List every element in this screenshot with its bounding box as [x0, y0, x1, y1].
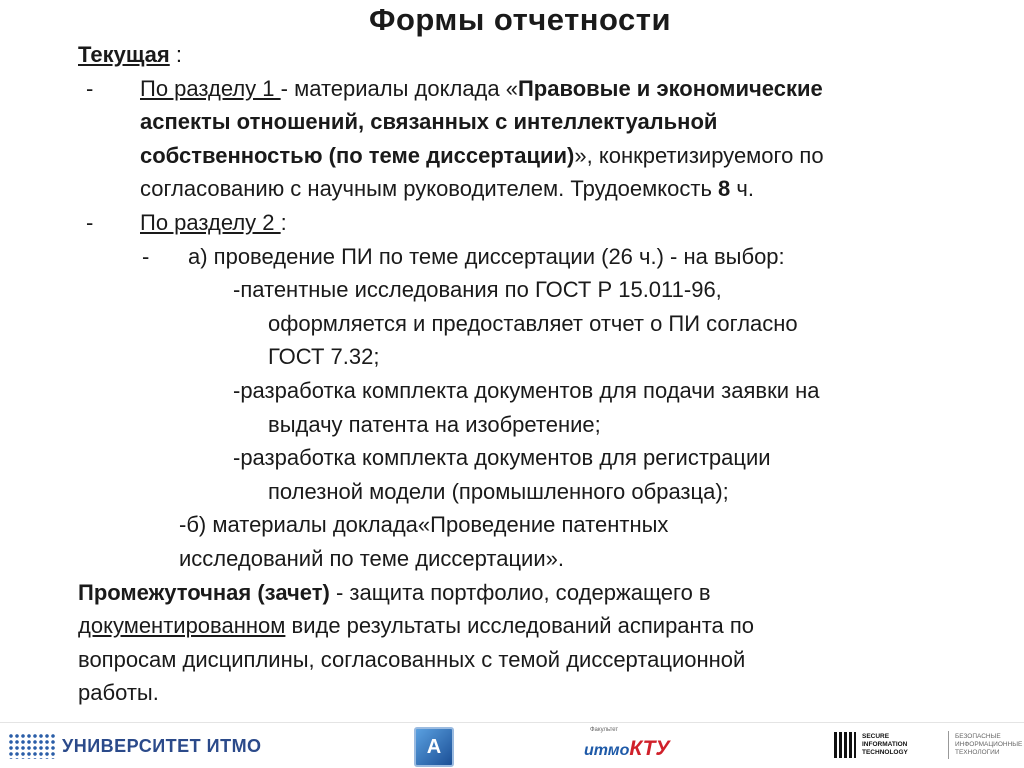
sit-line: TECHNOLOGY — [862, 749, 908, 756]
text-bold: 8 — [718, 176, 731, 202]
current-label: Текущая — [78, 42, 170, 67]
current-label-suffix: : — [169, 42, 182, 67]
slide-body — [78, 38, 998, 710]
itmo-logo-text: УНИВЕРСИТЕТ ИТМО — [62, 735, 262, 756]
ktu-logo — [584, 727, 668, 763]
text-bold: Правовые и экономические — [517, 75, 823, 101]
option-line: -разработка комплекта документов для подачи заявки на — [233, 377, 820, 403]
text-segment: - защита портфолио, содержащего в — [329, 579, 711, 605]
logo-footer — [0, 722, 1024, 768]
section1-line — [78, 172, 998, 206]
text-bold: собственностью (по теме диссертации) — [140, 142, 575, 168]
sit-line: ИНФОРМАЦИОННЫЕ — [955, 741, 1023, 748]
item-b-line: исследований по теме диссертации». — [179, 545, 564, 571]
intermediate-line — [78, 609, 998, 643]
current-heading — [78, 38, 998, 72]
option-line: оформляется и предоставляет отчет о ПИ согласно — [268, 310, 798, 336]
section2-line — [78, 206, 998, 240]
ktu-logo-text — [584, 737, 670, 761]
option-line: ГОСТ 7.32; — [268, 344, 380, 370]
text-segment: », конкретизируемого по — [574, 142, 824, 168]
section1-label: По разделу 1 — [140, 75, 281, 101]
text-underlined: документированном — [78, 613, 286, 639]
section1-line — [78, 139, 998, 173]
text-segment: ч. — [730, 176, 754, 202]
sit-divider — [948, 731, 949, 759]
bullet-dash: - — [142, 243, 150, 269]
text-segment: виде результаты исследований аспиранта по — [285, 613, 755, 639]
ktu-itmo-text: итмо — [584, 742, 630, 759]
item-a-text: а) проведение ПИ по теме диссертации (26 ч.) - на выбор: — [188, 243, 785, 269]
ktu-ktu-text: КТУ — [629, 737, 670, 760]
bullet-dash: - — [86, 209, 94, 235]
section1-line — [78, 105, 998, 139]
option-line: выдачу патента на изобретение; — [268, 411, 601, 437]
sit-line: INFORMATION — [862, 741, 908, 748]
square-logo-icon: A — [414, 727, 454, 767]
text-segment: - материалы доклада « — [280, 75, 518, 101]
item-b-line: -б) материалы доклада«Проведение патентных — [179, 512, 669, 538]
ktu-small-text: Факультет — [590, 727, 619, 733]
sit-line: ТЕХНОЛОГИИ — [955, 749, 1000, 756]
intermediate-line — [78, 576, 998, 610]
section2-label: По разделу 2 — [140, 209, 281, 235]
itmo-logo — [8, 733, 262, 759]
option-line: -разработка комплекта документов для регистрации — [233, 445, 771, 471]
intermediate-label: Промежуточная (зачет) — [78, 579, 330, 605]
itmo-dots-icon — [8, 733, 56, 759]
section1-line — [78, 72, 998, 106]
text-segment: : — [280, 209, 287, 235]
text-segment: согласованию с научным руководителем. Трудоемкость — [140, 176, 719, 202]
intermediate-line: вопросам дисциплины, согласованных с темой диссертационной — [78, 646, 746, 672]
sit-line: БЕЗОПАСНЫЕ — [955, 733, 1001, 740]
sit-text-en — [862, 733, 948, 757]
item-a — [78, 240, 998, 274]
sit-line: SECURE — [862, 733, 890, 740]
bullet-dash: - — [86, 75, 94, 101]
sit-logo — [834, 731, 1024, 759]
sit-text-ru — [955, 733, 1024, 757]
slide-title: Формы отчетности — [368, 2, 672, 37]
intermediate-line: работы. — [78, 680, 159, 706]
option-line: полезной модели (промышленного образца); — [268, 478, 729, 504]
option-line: -патентные исследования по ГОСТ Р 15.011-96, — [233, 277, 722, 303]
sit-barcode-icon — [834, 732, 856, 758]
text-bold: аспекты отношений, связанных с интеллектуальной — [140, 109, 718, 135]
